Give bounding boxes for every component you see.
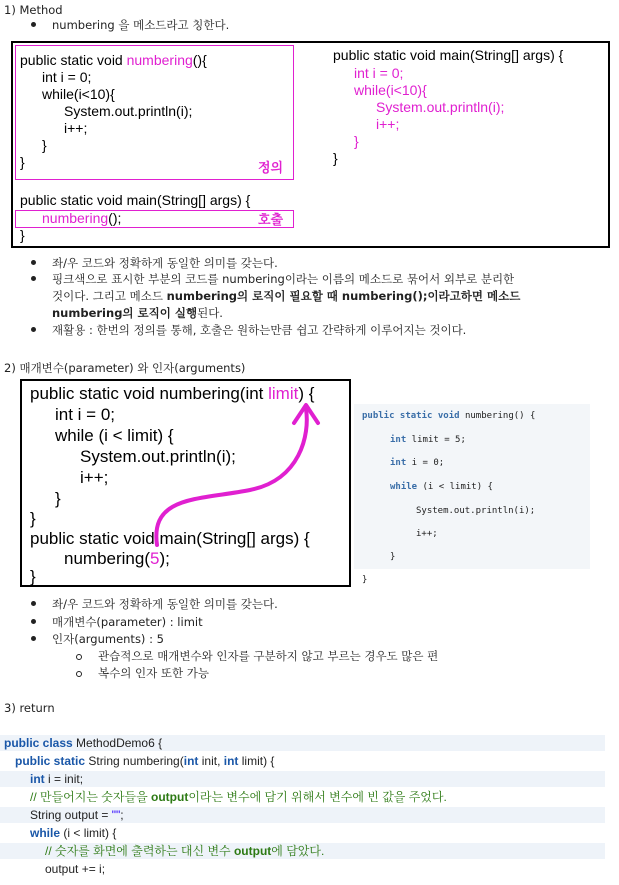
bullet-dot bbox=[31, 22, 36, 27]
return-code-line-8: output += i; bbox=[45, 862, 106, 876]
right-main-signature: public static void main(String[] args) { bbox=[333, 47, 564, 63]
sec2-bullet-1: 좌/우 코드와 정확하게 동일한 의미를 갖는다. bbox=[52, 597, 278, 611]
sec2-sub-bullet-2: 복수의 인자 또한 가능 bbox=[98, 666, 209, 680]
bullet-dot bbox=[31, 327, 36, 332]
sub-bullet-circle bbox=[76, 654, 82, 660]
sec1-bullet-2: 핑크색으로 표시한 부분의 코드를 numbering이라는 이름의 메소드로 묶어서 외부로 분리한 bbox=[52, 272, 515, 286]
right-code-line-4: System.out.println(i); bbox=[376, 99, 505, 115]
snippet-line-8: } bbox=[362, 575, 368, 585]
right-code-line-5: i++; bbox=[376, 116, 400, 132]
param-code-line-1: public static void numbering(int limit) { bbox=[30, 384, 315, 403]
sec2-sub-bullet-1: 관습적으로 매개변수와 인자를 구분하지 않고 부르는 경우도 많은 편 bbox=[98, 649, 439, 663]
param-code-line-4: System.out.println(i); bbox=[80, 447, 236, 466]
right-code-line-7: } bbox=[333, 150, 338, 166]
snippet-line-6: i++; bbox=[416, 529, 438, 539]
method-description: numbering 을 메소드라고 칭한다. bbox=[52, 18, 230, 32]
section2-title: 2) 매개변수(parameter) 와 인자(arguments) bbox=[4, 361, 246, 375]
right-code-line-3: while(i<10){ bbox=[354, 82, 427, 98]
return-code-comment-1: // 만들어지는 숫자들을 output이라는 변수에 담기 위해서 변수에 빈 값을 주었다. bbox=[30, 790, 447, 804]
sec1-bullet-2-cont: 것이다. 그리고 메소드 numbering의 로직이 필요할 때 numbering();이라고하면 메소드 bbox=[52, 289, 521, 303]
bullet-dot bbox=[31, 636, 36, 641]
left-code-line-7: } bbox=[20, 154, 25, 170]
sec1-bullet-2-end: numbering의 로직이 실행된다. bbox=[52, 306, 223, 320]
snippet-line-2: int limit = 5; bbox=[390, 435, 466, 445]
section1-title: 1) Method bbox=[4, 3, 63, 17]
left-call-line: numbering(); bbox=[42, 210, 122, 226]
param-code-line-6: } bbox=[55, 489, 61, 508]
right-code-line-6: } bbox=[354, 133, 359, 149]
section3-title: 3) return bbox=[4, 701, 55, 715]
return-code-comment-2: // 숫자를 화면에 출력하는 대신 변수 output에 담았다. bbox=[45, 844, 325, 858]
bullet-dot bbox=[31, 619, 36, 624]
left-code-line-6: } bbox=[42, 137, 47, 153]
left-code-line-3: while(i<10){ bbox=[42, 86, 115, 102]
param-code-call: numbering(5); bbox=[64, 549, 170, 568]
param-code-line-3: while (i < limit) { bbox=[55, 426, 174, 445]
sec1-bullet-1: 좌/우 코드와 정확하게 동일한 의미를 갖는다. bbox=[52, 256, 278, 270]
return-code-line-2: public static String numbering(int init, int limit) { bbox=[15, 754, 275, 768]
definition-label: 정의 bbox=[258, 160, 284, 175]
left-code-line-5: i++; bbox=[64, 120, 88, 136]
bullet-dot bbox=[31, 601, 36, 606]
left-code-close: } bbox=[20, 227, 25, 243]
param-code-line-2: int i = 0; bbox=[55, 405, 116, 424]
bullet-dot bbox=[31, 260, 36, 265]
param-code-line-8: public static void main(String[] args) { bbox=[30, 529, 310, 548]
snippet-line-3: int i = 0; bbox=[390, 458, 445, 468]
snippet-line-7: } bbox=[390, 552, 396, 562]
snippet-line-5: System.out.println(i); bbox=[416, 506, 536, 516]
sub-bullet-circle bbox=[76, 671, 82, 677]
code-band bbox=[0, 771, 605, 787]
bullet-dot bbox=[31, 276, 36, 281]
sec2-bullet-2: 매개변수(parameter) : limit bbox=[52, 615, 203, 629]
param-code-line-7: } bbox=[30, 509, 36, 528]
param-code-line-5: i++; bbox=[80, 468, 109, 487]
param-code-close: } bbox=[30, 567, 36, 586]
right-code-line-2: int i = 0; bbox=[354, 65, 404, 81]
snippet-line-4: while (i < limit) { bbox=[390, 482, 493, 492]
call-label: 호출 bbox=[258, 212, 284, 227]
return-code-line-5: String output = ""; bbox=[30, 808, 124, 822]
left-code-line-2: int i = 0; bbox=[42, 69, 92, 85]
return-code-line-1: public class MethodDemo6 { bbox=[4, 736, 163, 750]
sec2-bullet-3: 인자(arguments) : 5 bbox=[52, 632, 164, 646]
snippet-line-1: public static void numbering() { bbox=[362, 411, 536, 421]
return-code-line-6: while (i < limit) { bbox=[30, 826, 117, 840]
sec1-bullet-3: 재활용 : 한번의 정의를 통해, 호출은 원하는만큼 쉽고 간략하게 이루어지는 것이다. bbox=[52, 323, 467, 337]
left-main-signature: public static void main(String[] args) { bbox=[20, 192, 251, 208]
argument-arrow bbox=[140, 395, 340, 555]
return-code-line-3: int i = init; bbox=[30, 772, 84, 786]
left-code-line-1: public static void numbering(){ bbox=[20, 52, 207, 68]
left-code-line-4: System.out.println(i); bbox=[64, 103, 193, 119]
